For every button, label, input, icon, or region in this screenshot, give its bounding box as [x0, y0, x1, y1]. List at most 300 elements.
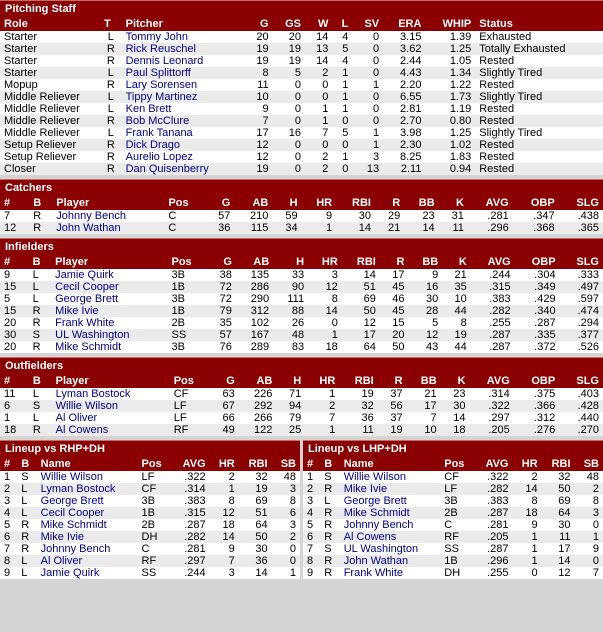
cell: 1.25 [425, 43, 475, 55]
cell: 51 [342, 281, 380, 293]
col-rbi: RBI [239, 457, 272, 471]
cell: 17 [542, 543, 575, 555]
table-row[interactable] [0, 317, 603, 329]
cell: 1 [305, 103, 332, 115]
table-header-row [303, 457, 603, 471]
section-title-outfielders: Outfielders [0, 357, 603, 374]
status-cell: Rested [475, 163, 603, 175]
table-row[interactable] [0, 483, 300, 495]
cell: L [29, 293, 52, 305]
cell: 8 [210, 495, 239, 507]
cell: .440 [559, 412, 603, 424]
cell: 14 [513, 483, 542, 495]
table-row[interactable] [0, 388, 603, 400]
cell: 0.94 [425, 163, 475, 175]
table-row[interactable] [0, 43, 603, 55]
col-pos: Pos [138, 457, 172, 471]
table-row[interactable] [0, 67, 603, 79]
cell: R [29, 424, 52, 436]
cell: 30 [336, 210, 375, 222]
cell: 8 [245, 67, 272, 79]
lineups-section [0, 440, 603, 579]
cell: 0 [273, 115, 305, 127]
col-r: R [378, 374, 407, 388]
cell: 14 [239, 567, 272, 579]
cell: .282 [471, 305, 515, 317]
status-cell: Rested [475, 103, 603, 115]
cell: 1 [352, 127, 383, 139]
col-hr: HR [302, 196, 336, 210]
col-slg: SLG [559, 374, 603, 388]
col-avg: AVG [471, 255, 515, 269]
cell: 36 [239, 555, 272, 567]
cell: 30 [441, 400, 470, 412]
cell: 3 [308, 269, 342, 281]
cell: 11 [0, 388, 29, 400]
cell: L [100, 103, 122, 115]
cell: RF [440, 531, 474, 543]
player-name: Paul Splittorff [122, 67, 246, 79]
cell: 1 [0, 471, 17, 483]
cell: 8.25 [383, 151, 425, 163]
cell: 3B [440, 495, 474, 507]
cell: 14 [308, 305, 342, 317]
table-row[interactable] [0, 400, 603, 412]
infielders-table-body [0, 269, 603, 353]
col-ab: AB [236, 255, 273, 269]
cell: 18 [210, 519, 239, 531]
col-k: K [439, 196, 468, 210]
col-avg: AVG [172, 457, 210, 471]
cell: 11 [339, 424, 377, 436]
cell: C [138, 543, 172, 555]
cell: 13 [305, 43, 332, 55]
cell: 30 [408, 293, 442, 305]
cell: .365 [559, 222, 603, 234]
cell: 45 [380, 305, 409, 317]
cell: R [320, 507, 339, 519]
col-bb: BB [408, 255, 442, 269]
cell: 2B [168, 317, 208, 329]
table-row[interactable] [303, 543, 603, 555]
cell: .282 [475, 483, 513, 495]
col-bb: BB [407, 374, 441, 388]
cell: .294 [560, 317, 603, 329]
cell: 11 [245, 79, 272, 91]
table-row[interactable] [0, 91, 603, 103]
table-row[interactable] [0, 531, 300, 543]
table-header-row [0, 17, 603, 31]
cell: .597 [560, 293, 603, 305]
cell: .335 [515, 329, 560, 341]
cell: 35 [442, 281, 471, 293]
cell: 1B [168, 281, 208, 293]
cell: R [29, 341, 52, 353]
cell: LF [170, 400, 210, 412]
cell: 83 [273, 341, 308, 353]
table-row[interactable] [0, 222, 603, 234]
cell: 1 [332, 79, 352, 91]
table-row[interactable] [0, 293, 603, 305]
col-b: B [29, 196, 52, 210]
cell: 9 [513, 519, 542, 531]
pitching-staff-section [0, 0, 603, 175]
cell: .281 [475, 519, 513, 531]
outfielders-table-body [0, 388, 603, 436]
cell: 16 [273, 127, 305, 139]
cell: 32 [239, 471, 272, 483]
cell: .255 [471, 317, 515, 329]
col-gs: GS [273, 17, 305, 31]
player-name: George Brett [37, 495, 138, 507]
col-g: G [205, 196, 234, 210]
cell: 7 [0, 543, 17, 555]
cell: 0 [352, 115, 383, 127]
player-name: Bob McClure [122, 115, 246, 127]
cell: 2 [575, 483, 603, 495]
cell: 19 [378, 424, 407, 436]
cell: 1.22 [425, 79, 475, 91]
cell: 1.83 [425, 151, 475, 163]
player-name: Rick Reuschel [122, 43, 246, 55]
table-row[interactable] [303, 471, 603, 483]
cell: 14 [305, 55, 332, 67]
cell: 3 [0, 495, 17, 507]
cell: Middle Reliever [0, 115, 100, 127]
cell: 66 [210, 412, 239, 424]
cell: R [29, 305, 52, 317]
cell: .287 [475, 507, 513, 519]
cell: 36 [205, 222, 234, 234]
table-row[interactable] [0, 412, 603, 424]
cell: 12 [542, 567, 575, 579]
cell: .349 [515, 281, 560, 293]
cell: .383 [471, 293, 515, 305]
cell: 50 [380, 341, 409, 353]
table-row[interactable] [0, 127, 603, 139]
table-row[interactable] [303, 483, 603, 495]
player-name: Willie Wilson [340, 471, 441, 483]
cell: 45 [380, 281, 409, 293]
cell: 30 [239, 543, 272, 555]
table-row[interactable] [0, 55, 603, 67]
lineup-vs-rhp [0, 440, 300, 579]
cell: 0 [352, 31, 383, 43]
cell: 12 [245, 151, 272, 163]
cell: 3 [303, 495, 320, 507]
cell: 17 [380, 269, 409, 281]
cell: 25 [276, 424, 305, 436]
cell: 64 [542, 507, 575, 519]
cell: Setup Reliever [0, 151, 100, 163]
cell: L [320, 495, 339, 507]
col-player: Player [52, 196, 164, 210]
cell: R [320, 483, 339, 495]
catchers-table [0, 196, 603, 234]
cell: 71 [276, 388, 305, 400]
table-row[interactable] [0, 163, 603, 175]
player-name: Ken Brett [122, 103, 246, 115]
cell: 2 [305, 163, 332, 175]
cell: .474 [560, 305, 603, 317]
status-cell: Rested [475, 55, 603, 67]
cell: L [17, 507, 36, 519]
table-row[interactable] [0, 269, 603, 281]
cell: 3 [272, 483, 300, 495]
cell: 1 [303, 471, 320, 483]
cell: 7 [407, 412, 441, 424]
cell: 1 [575, 531, 603, 543]
table-row[interactable] [303, 555, 603, 567]
player-name: Dennis Leonard [122, 55, 246, 67]
cell: R [100, 115, 122, 127]
player-name: John Wathan [340, 555, 441, 567]
cell: .368 [513, 222, 559, 234]
cell: C [164, 210, 205, 222]
table-row[interactable] [303, 507, 603, 519]
cell: .287 [515, 317, 560, 329]
cell: R [320, 567, 339, 579]
cell: 3B [168, 269, 208, 281]
cell: .314 [470, 388, 514, 400]
cell: 8 [303, 555, 320, 567]
table-row[interactable] [0, 471, 300, 483]
lineup-rhp-table [0, 457, 300, 579]
col-name: Name [37, 457, 138, 471]
cell: 1.19 [425, 103, 475, 115]
cell: .281 [172, 543, 210, 555]
col-sb: SB [272, 457, 300, 471]
player-name: Mike Ivie [340, 483, 441, 495]
table-row[interactable] [0, 341, 603, 353]
table-row[interactable] [0, 329, 603, 341]
cell: 8 [575, 495, 603, 507]
player-name: Johnny Bench [52, 210, 164, 222]
cell: 111 [273, 293, 308, 305]
table-row[interactable] [0, 151, 603, 163]
cell: 1 [513, 555, 542, 567]
col-role: Role [0, 17, 100, 31]
cell: 0 [352, 91, 383, 103]
cell: S [17, 471, 36, 483]
cell: 32 [339, 400, 377, 412]
cell: Starter [0, 31, 100, 43]
cell: 67 [210, 400, 239, 412]
table-row[interactable] [0, 281, 603, 293]
table-row[interactable] [0, 555, 300, 567]
cell: 30 [0, 329, 29, 341]
cell: .304 [515, 269, 560, 281]
cell: .244 [471, 269, 515, 281]
cell: 21 [442, 269, 471, 281]
cell: Setup Reliever [0, 139, 100, 151]
player-name: UL Washington [51, 329, 167, 341]
col-era: ERA [383, 17, 425, 31]
col-pos: Pos [170, 374, 210, 388]
cell: 3 [575, 507, 603, 519]
status-cell: Slightly Tired [475, 127, 603, 139]
col-k: K [441, 374, 470, 388]
table-row[interactable] [0, 115, 603, 127]
table-row[interactable] [0, 103, 603, 115]
cell: 0 [332, 163, 352, 175]
cell: .322 [172, 471, 210, 483]
col-obp: OBP [514, 374, 559, 388]
player-name: Mike Schmidt [37, 519, 138, 531]
cell: L [100, 127, 122, 139]
cell: 31 [439, 210, 468, 222]
cell: 1 [352, 79, 383, 91]
cell: .497 [560, 281, 603, 293]
cell: CF [138, 483, 172, 495]
cell: 0 [575, 519, 603, 531]
cell: .205 [470, 424, 514, 436]
table-row[interactable] [0, 31, 603, 43]
table-row[interactable] [0, 567, 300, 579]
table-row[interactable] [303, 567, 603, 579]
cell: 0 [273, 103, 305, 115]
cell: 0.80 [425, 115, 475, 127]
col-hr: HR [513, 457, 542, 471]
cell: 19 [273, 43, 305, 55]
col-player: Player [51, 255, 167, 269]
cell: 20 [380, 329, 409, 341]
cell: 286 [236, 281, 273, 293]
cell: 57 [205, 210, 234, 222]
table-row[interactable] [303, 495, 603, 507]
cell: 7 [303, 543, 320, 555]
cell: L [17, 555, 36, 567]
table-row[interactable] [303, 531, 603, 543]
cell: 13 [352, 163, 383, 175]
cell: .429 [515, 293, 560, 305]
player-name: Al Oliver [52, 412, 170, 424]
table-row[interactable] [0, 495, 300, 507]
cell: 72 [207, 281, 236, 293]
cell: 0 [352, 103, 383, 115]
cell: 1 [332, 151, 352, 163]
cell: 18 [308, 341, 342, 353]
col-hr: HR [210, 457, 239, 471]
cell: 10 [245, 91, 272, 103]
table-row[interactable] [0, 210, 603, 222]
status-cell: Rested [475, 79, 603, 91]
cell: DH [440, 567, 474, 579]
cell: 289 [236, 341, 273, 353]
player-name: Willie Wilson [37, 471, 138, 483]
player-name: Al Cowens [52, 424, 170, 436]
cell: 0 [305, 91, 332, 103]
col-r: R [380, 255, 409, 269]
cell: 3.98 [383, 127, 425, 139]
col-player: Player [52, 374, 170, 388]
cell: 19 [442, 329, 471, 341]
cell: R [17, 519, 36, 531]
cell: 16 [408, 281, 442, 293]
cell: 4 [332, 31, 352, 43]
table-row[interactable] [0, 79, 603, 91]
cell: S [29, 400, 52, 412]
cell: 26 [273, 317, 308, 329]
player-name: John Wathan [52, 222, 164, 234]
table-row[interactable] [303, 519, 603, 531]
section-title-infielders: Infielders [0, 238, 603, 255]
table-row[interactable] [0, 543, 300, 555]
cell: 0 [352, 55, 383, 67]
cell: Closer [0, 163, 100, 175]
cell: 72 [207, 293, 236, 305]
lineup-lhp-body [303, 471, 603, 579]
col-k: K [442, 255, 471, 269]
cell: R [100, 43, 122, 55]
cell: 2.11 [383, 163, 425, 175]
cell: .255 [475, 567, 513, 579]
cell: 20 [245, 31, 272, 43]
table-row[interactable] [0, 139, 603, 151]
cell: .322 [470, 400, 514, 412]
cell: 1 [332, 103, 352, 115]
col-pos: Pos [440, 457, 474, 471]
cell: 33 [273, 269, 308, 281]
table-row[interactable] [0, 424, 603, 436]
cell: 1.05 [425, 55, 475, 67]
cell: DH [138, 531, 172, 543]
cell: R [100, 139, 122, 151]
cell: 8 [308, 293, 342, 305]
cell: 36 [339, 412, 377, 424]
cell: 0 [305, 139, 332, 151]
cell: 50 [542, 483, 575, 495]
col-w: W [305, 17, 332, 31]
cell: 3B [168, 293, 208, 305]
cell: 21 [375, 222, 404, 234]
col-obp: OBP [515, 255, 560, 269]
cell: 14 [210, 531, 239, 543]
col-sb: SB [575, 457, 603, 471]
cell: 3 [352, 151, 383, 163]
col-avg: AVG [475, 457, 513, 471]
cell: 63 [210, 388, 239, 400]
cell: RF [138, 555, 172, 567]
cell: R [320, 519, 339, 531]
cell: 226 [239, 388, 277, 400]
cell: 15 [0, 281, 29, 293]
cell: 21 [407, 388, 441, 400]
cell: 43 [408, 341, 442, 353]
table-row[interactable] [0, 519, 300, 531]
col-pitcher: Pitcher [122, 17, 246, 31]
cell: .383 [172, 495, 210, 507]
table-row[interactable] [0, 305, 603, 317]
col-sv: SV [352, 17, 383, 31]
cell: .375 [514, 388, 559, 400]
cell: C [440, 519, 474, 531]
cell: 14 [542, 555, 575, 567]
cell: 1 [302, 222, 336, 234]
cell: 17 [407, 400, 441, 412]
cell: 28 [408, 305, 442, 317]
cell: 0 [332, 115, 352, 127]
cell: 2.30 [383, 139, 425, 151]
cell: L [29, 269, 52, 281]
cell: .282 [172, 531, 210, 543]
cell: 1 [513, 543, 542, 555]
cell: Mopup [0, 79, 100, 91]
player-name: Dan Quisenberry [122, 163, 246, 175]
cell: 90 [273, 281, 308, 293]
infielders-section [0, 238, 603, 353]
table-row[interactable] [0, 507, 300, 519]
